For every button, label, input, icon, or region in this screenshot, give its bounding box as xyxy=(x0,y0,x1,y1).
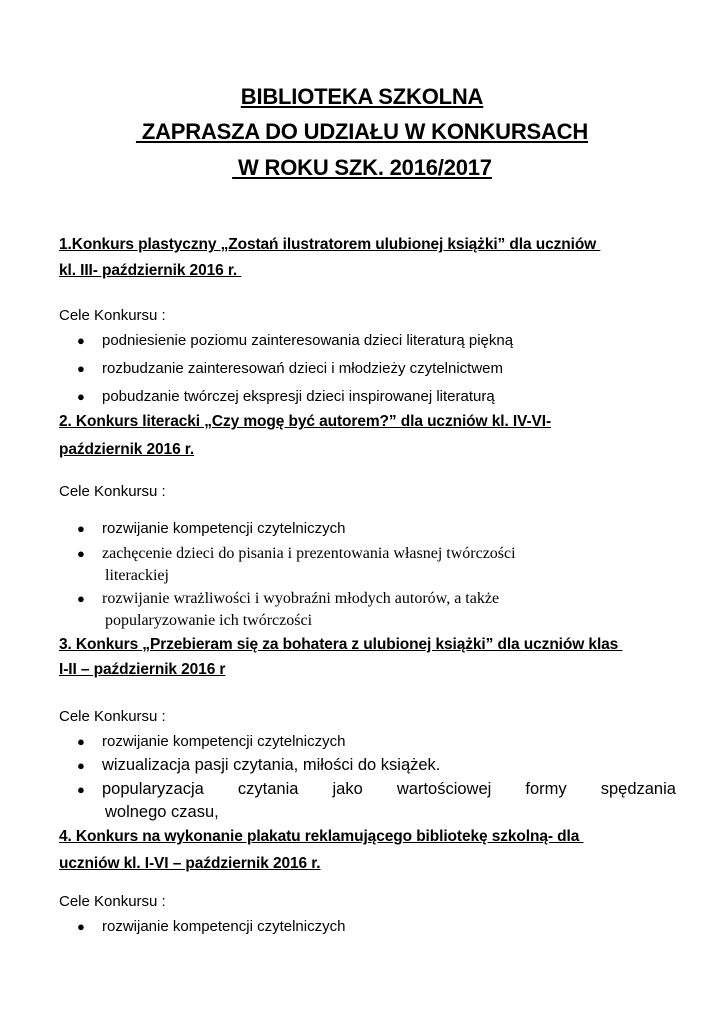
page-title-line-3: W ROKU SZK. 2016/2017 xyxy=(232,155,492,180)
contest-1-heading-line-1: 1.Konkurs plastyczny „Zostań ilustratorem ulubionej książki” dla uczniów xyxy=(59,236,601,253)
contest-3-heading-line-1: 3. Konkurs „Przebieram się za bohatera z ulubionej książki” dla uczniów klas xyxy=(59,636,623,653)
contest-2-heading-line-1: 2. Konkurs literacki „Czy mogę być autorem?” dla uczniów kl. IV-VI- xyxy=(59,413,552,430)
bullet-icon: ● xyxy=(77,546,85,561)
contest-3-goal-bullet xyxy=(77,781,97,798)
contest-3-goal-item: ● rozwijanie kompetencji czytelniczych xyxy=(77,733,346,750)
contest-1-heading-line-2: kl. III- październik 2016 r. xyxy=(59,262,242,279)
contest-1-goal-item: ● podniesienie poziomu zainteresowania dzieci literaturą piękną xyxy=(77,332,514,349)
contest-3-goals-label: Cele Konkursu : xyxy=(59,708,166,725)
bullet-icon: ● xyxy=(77,734,85,749)
bullet-icon: ● xyxy=(77,782,85,797)
justified-word: wartościowej xyxy=(396,780,492,798)
bullet-icon: ● xyxy=(77,361,85,376)
bullet-icon: ● xyxy=(77,521,85,536)
page-title-line-2: ZAPRASZA DO UDZIAŁU W KONKURSACH xyxy=(135,119,589,144)
bullet-icon: ● xyxy=(77,389,85,404)
contest-3-goal-item-justified xyxy=(102,780,676,799)
contest-2-heading-line-2: październik 2016 r. xyxy=(59,441,195,458)
contest-1-goal-item: ● rozbudzanie zainteresowań dzieci i młodzieży czytelnictwem xyxy=(77,360,504,377)
justified-word: popularyzacja xyxy=(102,780,204,798)
contest-1-goal-item: ● pobudzanie twórczej ekspresji dzieci inspirowanej literaturą xyxy=(77,388,495,405)
contest-2-goal-continuation: popularyzowanie ich twórczości xyxy=(105,612,313,629)
bullet-icon: ● xyxy=(77,758,85,773)
contest-4-goals-label: Cele Konkursu : xyxy=(59,893,166,910)
page-title-line-1: BIBLIOTEKA SZKOLNA xyxy=(240,84,484,109)
contest-2-goal-item: ● rozwijanie wrażliwości i wyobraźni młodych autorów, a także xyxy=(77,590,500,607)
contest-4-heading-line-1: 4. Konkurs na wykonanie plakatu reklamującego bibliotekę szkolną- dla xyxy=(59,828,584,845)
justified-word: spędzania xyxy=(600,780,676,798)
bullet-icon: ● xyxy=(77,333,85,348)
contest-4-goal-item: ● rozwijanie kompetencji czytelniczych xyxy=(77,918,346,935)
contest-2-goal-continuation: literackiej xyxy=(105,567,169,584)
contest-2-goals-label: Cele Konkursu : xyxy=(59,483,166,500)
contest-1-goals-label: Cele Konkursu : xyxy=(59,307,166,324)
contest-2-goal-item: ● zachęcenie dzieci do pisania i prezentowania własnej twórczości xyxy=(77,545,516,562)
contest-3-goal-continuation: wolnego czasu, xyxy=(105,803,219,821)
justified-word: formy xyxy=(525,780,567,798)
justified-word: jako xyxy=(332,780,363,798)
contest-2-goal-item: ● rozwijanie kompetencji czytelniczych xyxy=(77,520,346,537)
contest-3-goal-item: ● wizualizacja pasji czytania, miłości do książek. xyxy=(77,756,441,774)
contest-3-heading-line-2: I-II – październik 2016 r xyxy=(59,661,226,678)
contest-4-heading-line-2: uczniów kl. I-VI – październik 2016 r. xyxy=(59,855,321,872)
justified-word: czytania xyxy=(237,780,299,798)
bullet-icon: ● xyxy=(77,591,85,606)
bullet-icon: ● xyxy=(77,919,85,934)
